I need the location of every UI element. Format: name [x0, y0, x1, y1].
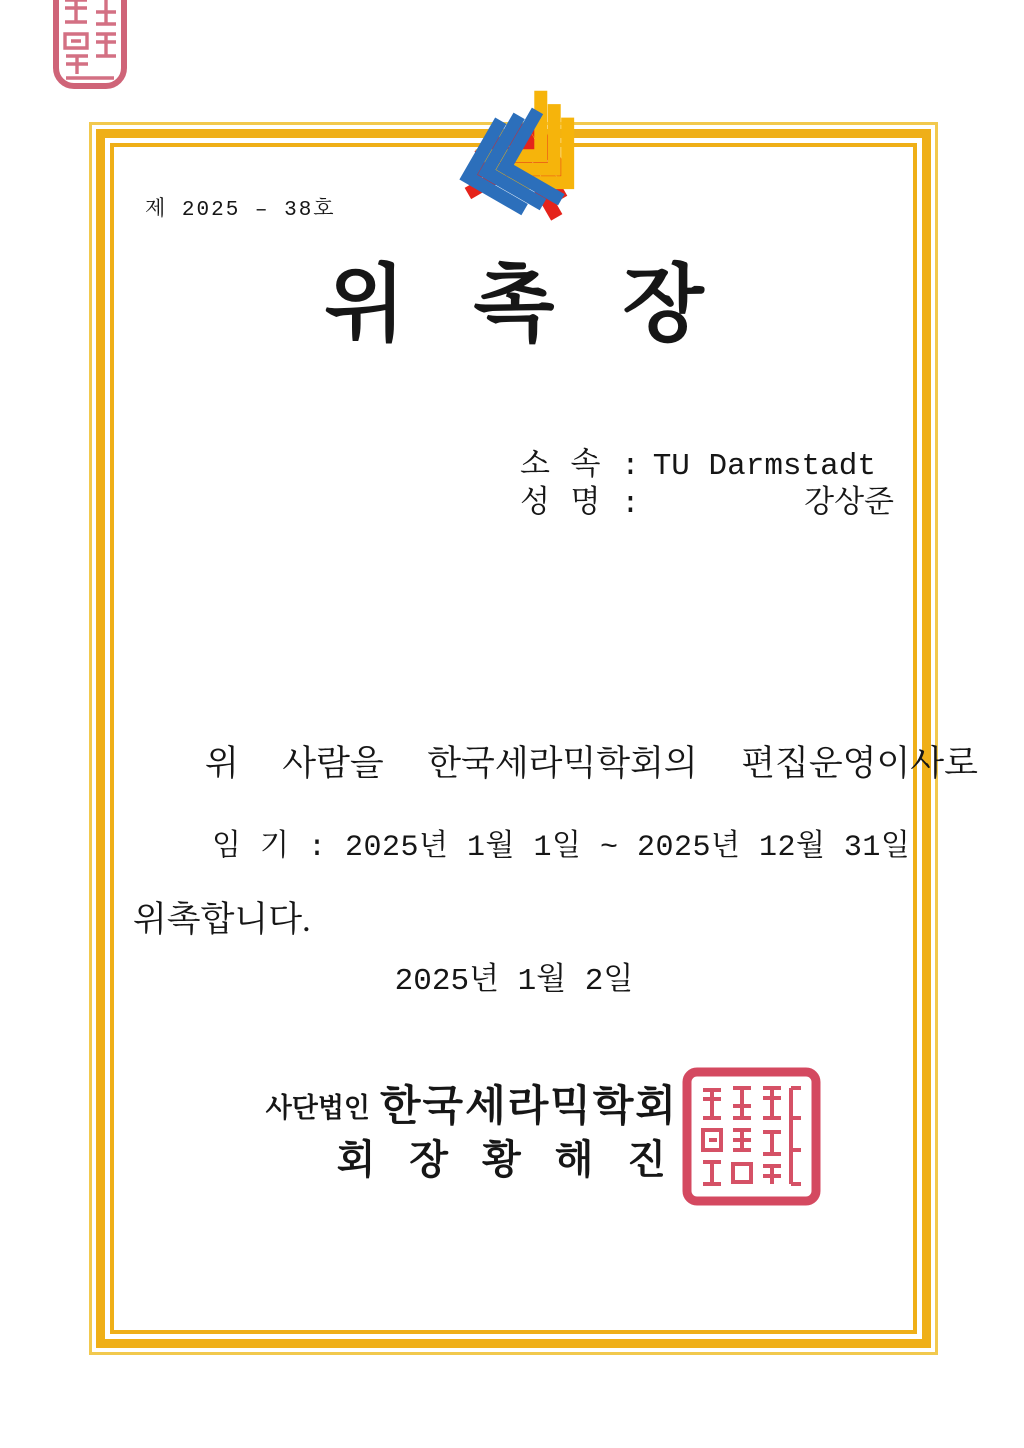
certificate-title: 위 촉 장 — [324, 259, 728, 352]
president-name-line: 회 장 황 해 진 — [336, 1137, 678, 1183]
signature-block — [266, 1085, 678, 1181]
organization-name: 한국세라믹학회 — [379, 1084, 678, 1130]
affiliation-value: TU Darmstadt — [652, 449, 876, 484]
kcs-logo-icon — [412, 58, 632, 243]
issue-date: 2025년 1월 2일 — [394, 964, 634, 999]
name-label: 성 명 : — [520, 487, 641, 522]
appointment-body-line1: 위 사람을 한국세라믹학회의 편집운영이사로 — [205, 744, 978, 783]
recipient-block — [520, 448, 894, 524]
appointment-body-line2: 위촉합니다. — [133, 900, 311, 939]
doc-number: 제 2025 – 38호 — [145, 199, 336, 222]
organization-line — [266, 1085, 678, 1129]
name-value: 강상준 — [804, 487, 894, 522]
name-row — [520, 486, 894, 524]
affiliation-row — [520, 448, 894, 486]
term-line: 임 기 : 2025년 1월 1일 ~ 2025년 12월 31일 — [212, 831, 911, 865]
registration-seal-icon — [50, 0, 130, 94]
organization-prefix: 사단법인 — [265, 1093, 370, 1124]
president-seal-icon — [681, 1066, 822, 1207]
affiliation-label: 소 속 : — [520, 449, 641, 484]
